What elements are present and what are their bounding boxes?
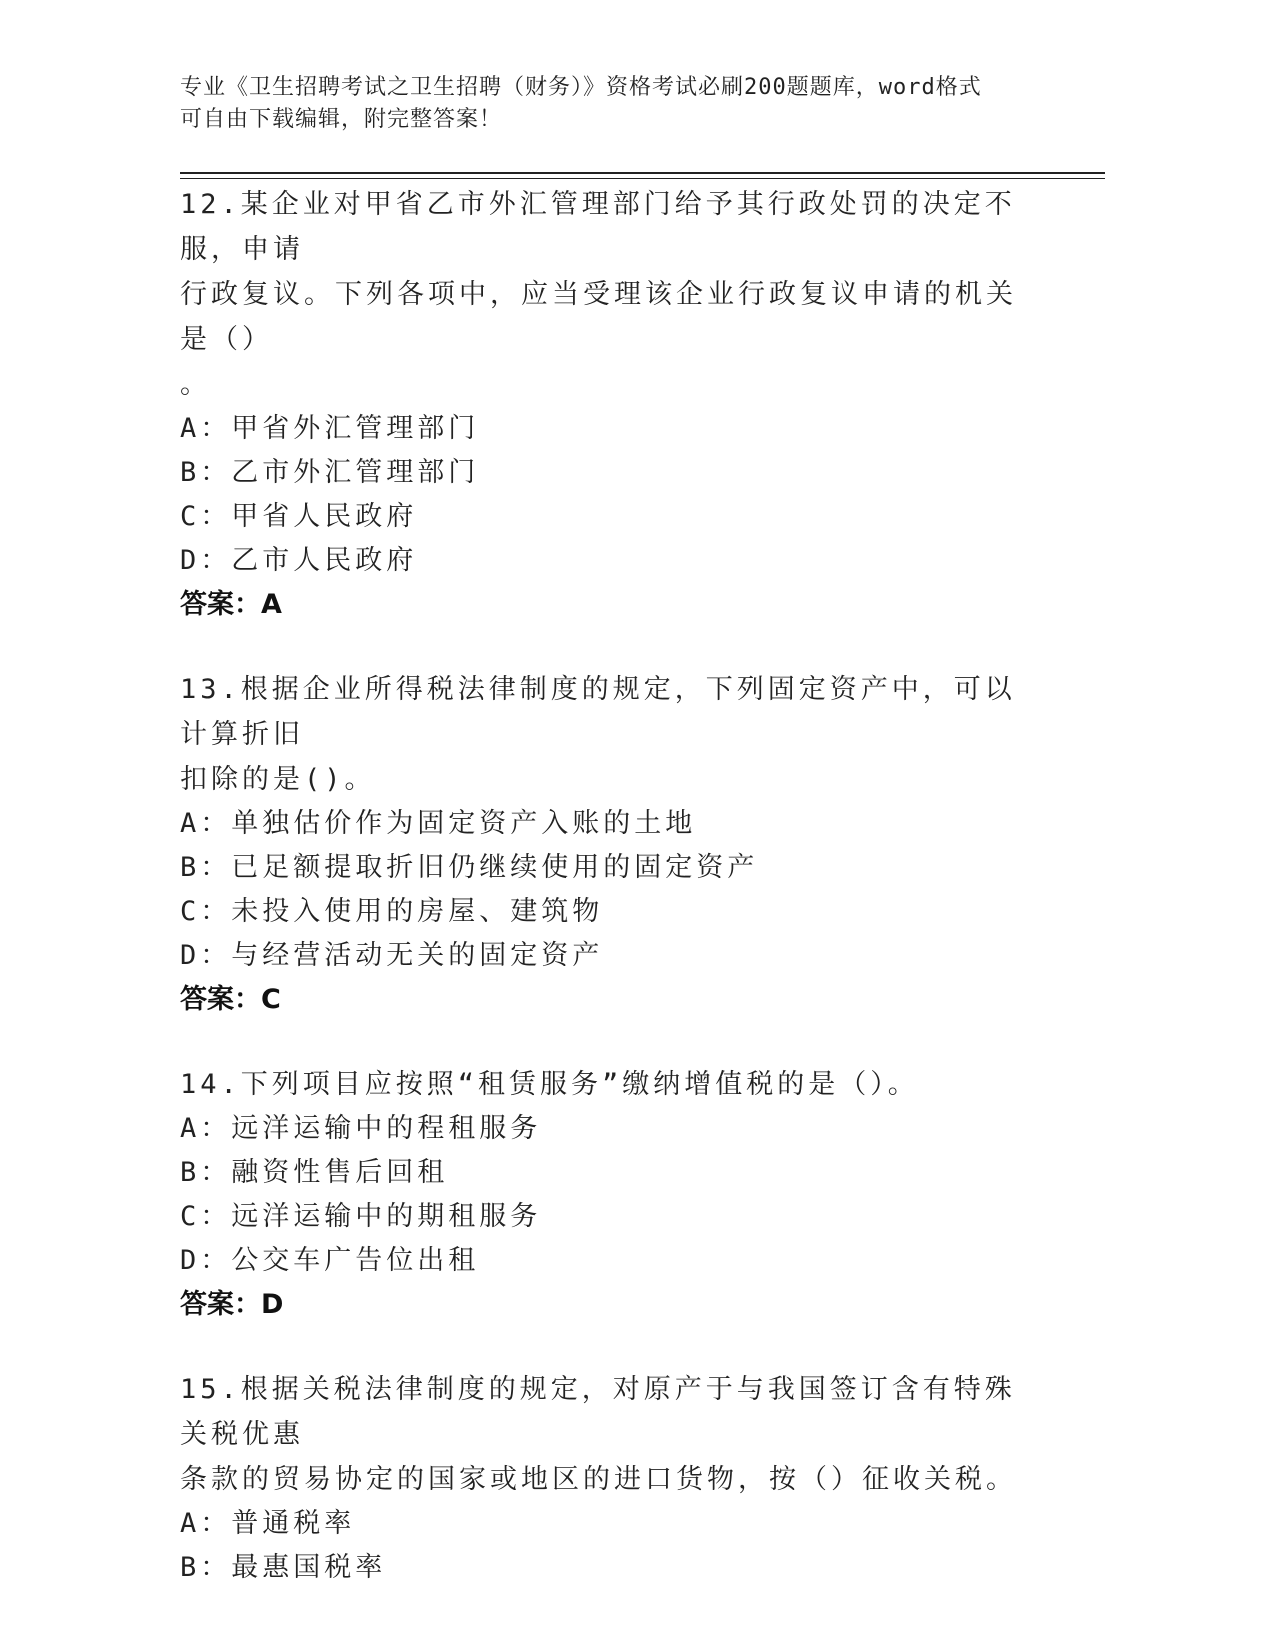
- option-c: C：甲省人民政府: [180, 501, 418, 532]
- question-13: [180, 667, 1040, 1022]
- question-12: [180, 182, 1040, 627]
- option-b: B：乙市外汇管理部门: [180, 457, 480, 488]
- answer-label: 答案：D: [180, 1289, 284, 1320]
- header-line-1: 专业《卫生招聘考试之卫生招聘（财务）》资格考试必刷200题题库，word格式: [180, 75, 982, 100]
- option-d: D：与经营活动无关的固定资产: [180, 940, 604, 971]
- answer-label: 答案：C: [180, 984, 281, 1015]
- question-stem-line: 15.根据关税法律制度的规定，对原产于与我国签订含有特殊关税优惠: [180, 1374, 1016, 1450]
- question-stem-line: 12.某企业对甲省乙市外汇管理部门给予其行政处罚的决定不服，申请: [180, 189, 1016, 265]
- document-header: [180, 72, 1080, 136]
- option-a: A：远洋运输中的程租服务: [180, 1113, 542, 1144]
- question-14: [180, 1062, 1040, 1327]
- header-divider-thick: [180, 172, 1105, 174]
- option-d: D：公交车广告位出租: [180, 1245, 480, 1276]
- option-b: B：融资性售后回租: [180, 1157, 449, 1188]
- header-line-2: 可自由下载编辑，附完整答案！: [180, 107, 503, 132]
- question-stem-line: 扣除的是()。: [180, 764, 376, 795]
- option-c: C：未投入使用的房屋、建筑物: [180, 896, 604, 927]
- answer-label: 答案：A: [180, 589, 282, 620]
- option-a: A：甲省外汇管理部门: [180, 413, 480, 444]
- option-b: B：最惠国税率: [180, 1552, 387, 1583]
- option-a: A：普通税率: [180, 1508, 356, 1539]
- question-stem-line: 条款的贸易协定的国家或地区的进口货物，按（）征收关税。: [180, 1464, 1017, 1495]
- option-a: A：单独估价作为固定资产入账的土地: [180, 808, 697, 839]
- question-stem-line: 14.下列项目应按照“租赁服务”缴纳增值税的是（）。: [180, 1069, 919, 1100]
- question-list: [180, 182, 1040, 1630]
- option-d: D：乙市人民政府: [180, 545, 418, 576]
- question-stem-line: 。: [180, 369, 211, 400]
- option-c: C：远洋运输中的期租服务: [180, 1201, 542, 1232]
- question-stem-line: 13.根据企业所得税法律制度的规定，下列固定资产中，可以计算折旧: [180, 674, 1016, 750]
- question-15: [180, 1367, 1040, 1590]
- question-stem-line: 行政复议。下列各项中，应当受理该企业行政复议申请的机关是（）: [180, 279, 1017, 355]
- option-b: B：已足额提取折旧仍继续使用的固定资产: [180, 852, 759, 883]
- header-divider-thin: [180, 178, 1105, 179]
